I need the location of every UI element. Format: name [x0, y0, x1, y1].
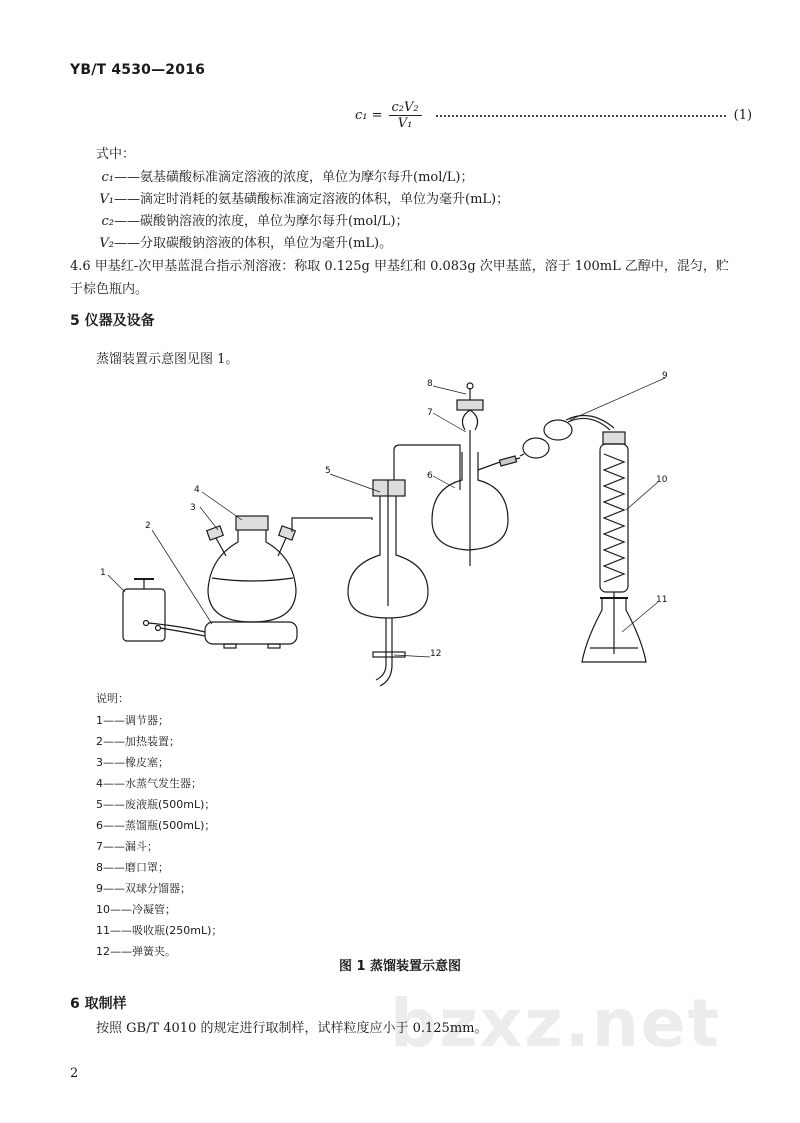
- definition-row: [92, 188, 509, 207]
- waste-bottle: [348, 445, 460, 686]
- section-6-heading: 6 取制样: [70, 996, 127, 1012]
- definition-text: ——氨基磺酸标准滴定溶液的浓度，单位为摩尔每升(mol/L)；: [114, 170, 474, 185]
- section-6-text: 按照 GB/T 4010 的规定进行取制样，试样粒度应小于 0.125mm。: [96, 1021, 488, 1036]
- part-number-label: 12: [430, 649, 442, 659]
- legend-item: 9——双球分馏器；: [96, 882, 191, 895]
- formula-numerator: c₂V₂: [389, 100, 422, 116]
- watermark: bzxz.net: [390, 985, 722, 1062]
- legend-item: 11——吸收瓶(250mL)；: [96, 924, 223, 937]
- figure-caption: 图 1 蒸馏装置示意图: [338, 959, 462, 974]
- section-5-intro: 蒸馏装置示意图见图 1。: [96, 352, 239, 367]
- definition-row: [92, 166, 473, 185]
- clause-4-6: 4.6 甲基红-次甲基蓝混合指示剂溶液：称取 0.125g 甲基红和 0.083g 次甲基蓝，溶于 100mL 乙醇中，混匀，贮于棕色瓶内。: [70, 259, 729, 297]
- definition-symbol: V₁: [99, 192, 114, 207]
- formula-denominator: V₁: [397, 116, 413, 131]
- formula-lhs: c₁ =: [355, 108, 383, 123]
- definition-row: [92, 232, 392, 251]
- condenser: [600, 432, 628, 654]
- part-number-label: 4: [194, 485, 200, 495]
- part-number-label: 10: [656, 475, 668, 485]
- definition-text: ——碳酸钠溶液的浓度，单位为摩尔每升(mol/L)；: [114, 214, 409, 229]
- where-label: 式中：: [96, 147, 136, 162]
- definition-symbol: c₁: [101, 170, 114, 185]
- legend-item: 3——橡皮塞；: [96, 756, 169, 769]
- part-number-label: 2: [145, 521, 151, 531]
- legend-item: 12——弹簧夹。: [96, 945, 176, 958]
- part-number-label: 7: [427, 408, 433, 418]
- legend-item: 5——废液瓶(500mL)；: [96, 798, 216, 811]
- formula-fraction: [389, 100, 422, 131]
- part-number-label: 6: [427, 471, 433, 481]
- legend-item: 6——蒸馏瓶(500mL)；: [96, 819, 216, 832]
- part-number-label: 11: [656, 595, 668, 605]
- part-number-label: 9: [662, 371, 668, 381]
- page-number: 2: [70, 1066, 79, 1081]
- legend-item: 4——水蒸气发生器；: [96, 777, 202, 790]
- formula-leader-dots: [436, 114, 726, 117]
- legend-item: 7——漏斗；: [96, 840, 158, 853]
- part-number-label: 5: [325, 466, 331, 476]
- legend-item: 2——加热装置；: [96, 735, 180, 748]
- steam-generator: [207, 516, 372, 622]
- part-number-label: 8: [427, 379, 433, 389]
- heating-device: [205, 622, 297, 648]
- distillation-apparatus-diagram: [90, 370, 730, 700]
- distillation-flask: [432, 383, 520, 566]
- regulator: [123, 579, 205, 641]
- legend-item: 1——调节器；: [96, 714, 169, 727]
- definition-text: ——滴定时消耗的氨基磺酸标准滴定溶液的体积，单位为毫升(mL)；: [114, 192, 510, 207]
- definition-symbol: V₂: [99, 236, 114, 251]
- legend-item: 8——磨口罩；: [96, 861, 169, 874]
- definition-row: [92, 210, 408, 229]
- section-5-heading: 5 仪器及设备: [70, 313, 155, 329]
- legend-title: 说明：: [96, 692, 129, 705]
- formula-number: (1): [733, 108, 753, 123]
- part-number-label: 3: [190, 503, 196, 513]
- legend-item: 10——冷凝管；: [96, 903, 176, 916]
- part-number-label: 1: [100, 568, 106, 578]
- definition-text: ——分取碳酸钠溶液的体积，单位为毫升(mL)。: [114, 236, 393, 251]
- definition-symbol: c₂: [101, 214, 114, 229]
- formula-1: [355, 100, 752, 131]
- standard-number: YB/T 4530—2016: [70, 62, 206, 78]
- leader-lines: [108, 378, 668, 657]
